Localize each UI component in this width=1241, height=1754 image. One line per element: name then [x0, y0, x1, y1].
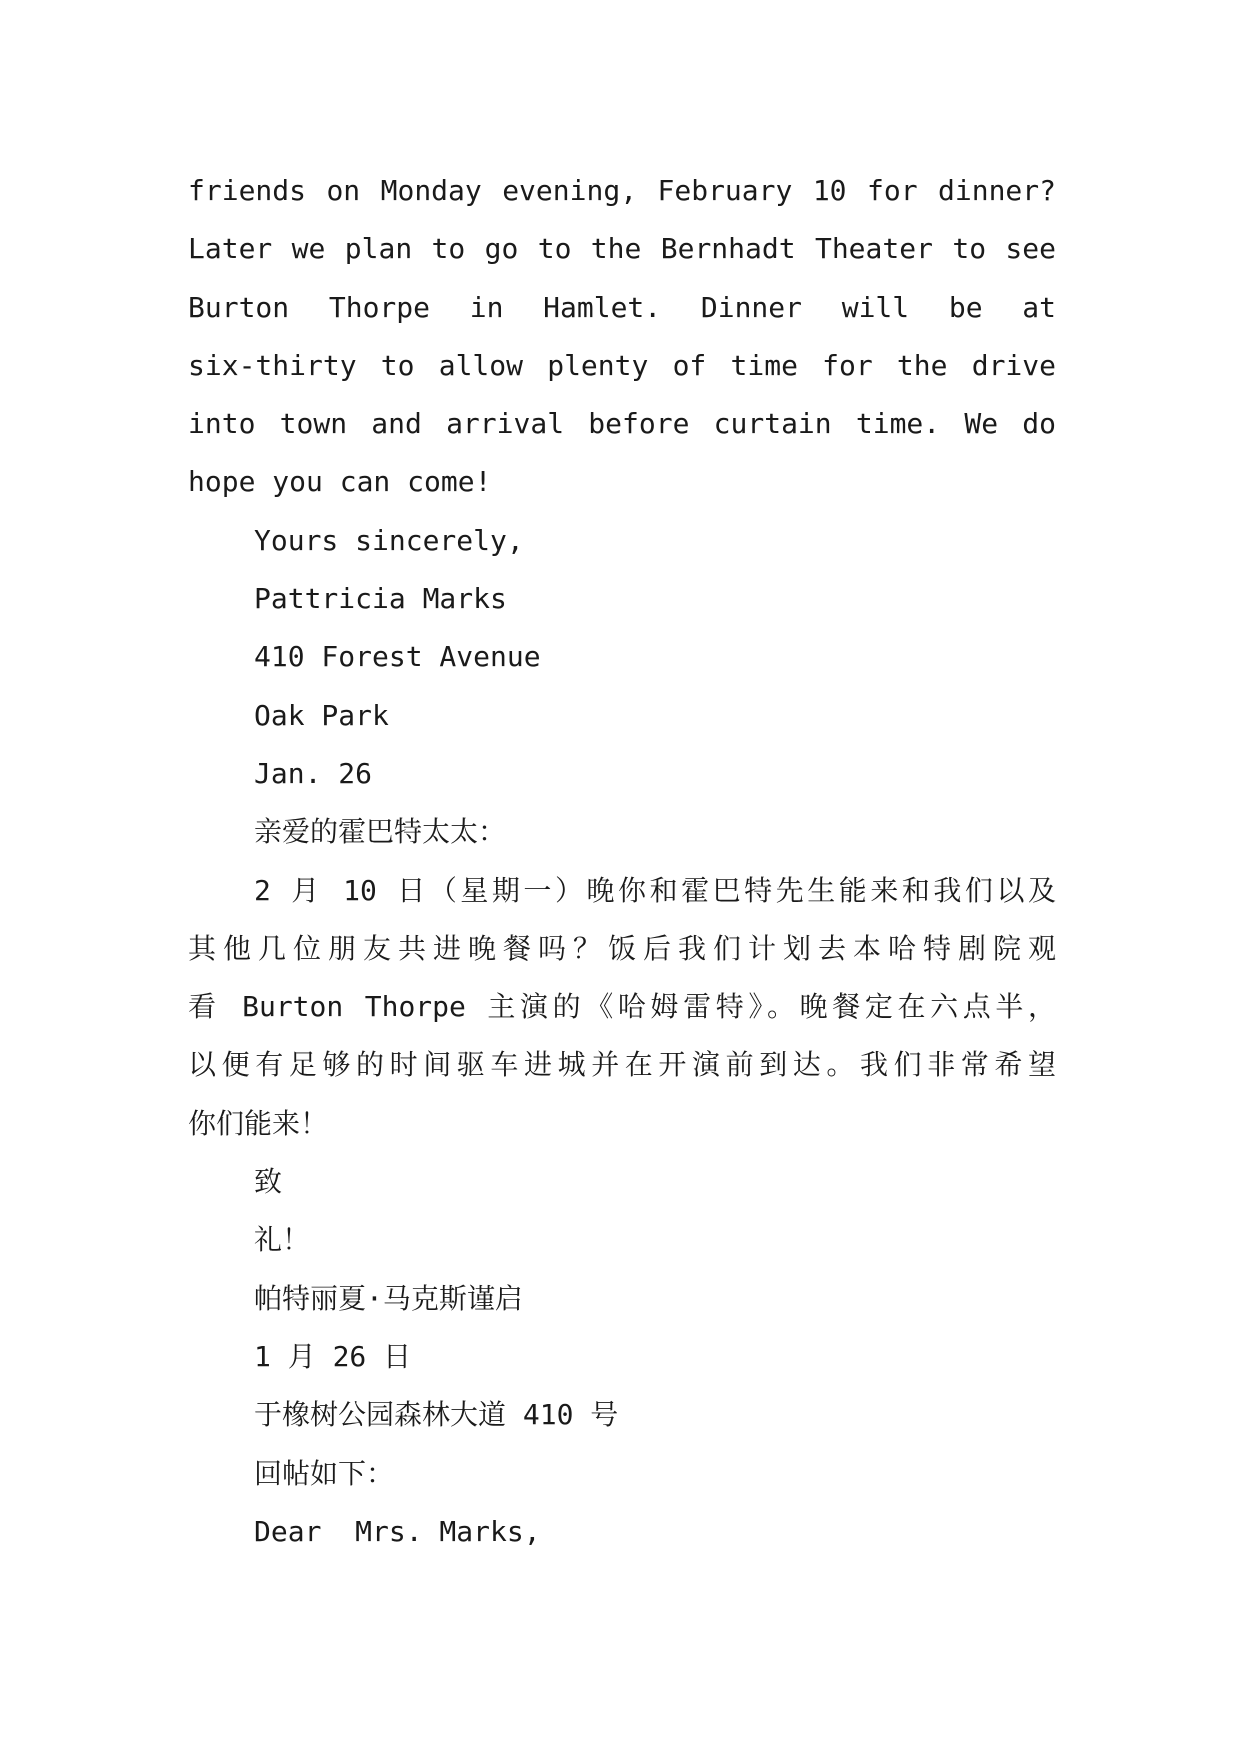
letter-cn-line-1: 2 月 10 日（星期一）晚你和霍巴特先生能来和我们以及 [254, 873, 1056, 907]
letter-cn-date: 1 月 26 日 [254, 1339, 412, 1373]
letter-en-address-city: Oak Park [254, 698, 389, 732]
letter-en-line-3: Burton Thorpe in Hamlet. Dinner will be at [188, 290, 1056, 324]
letter-en-line-4: six-thirty to allow plenty of time for the drive [188, 348, 1056, 382]
letter-en-line-5: into town and arrival before curtain time. We do [188, 407, 1056, 441]
letter-cn-signature: 帕特丽夏·马克斯谨启 [254, 1281, 523, 1315]
letter-cn-line-2: 其他几位朋友共进晚餐吗？饭后我们计划去本哈特剧院观 [188, 931, 1056, 965]
letter-en-date: Jan. 26 [254, 756, 373, 790]
letter-cn-line-5: 你们能来！ [188, 1106, 329, 1140]
letter-cn-closing-1: 致 [254, 1165, 283, 1199]
letter-en-line-2: Later we plan to go to the Bernhadt Theater to see [188, 232, 1056, 266]
letter-en-closing: Yours sincerely, [254, 523, 524, 557]
letter-cn-salutation: 亲爱的霍巴特太太： [254, 815, 507, 849]
letter-cn-line-4: 以便有足够的时间驱车进城并在开演前到达。我们非常希望 [188, 1048, 1056, 1082]
letter-en-line-1: friends on Monday evening, February 10 for dinner? [188, 174, 1056, 207]
letter-cn-reply-intro: 回帖如下： [254, 1456, 395, 1490]
letter-cn-address: 于橡树公园森林大道 410 号 [254, 1398, 619, 1432]
letter-en-line-6: hope you can come! [188, 465, 492, 499]
letter-cn-closing-2: 礼！ [254, 1223, 311, 1257]
reply-salutation: Dear Mrs. Marks, [254, 1514, 541, 1548]
letter-cn-line-3: 看 Burton Thorpe 主演的《哈姆雷特》。晚餐定在六点半， [188, 990, 1056, 1024]
document-page [188, 162, 1056, 1561]
letter-en-name: Pattricia Marks [254, 582, 507, 616]
letter-en-address-street: 410 Forest Avenue [254, 640, 541, 674]
